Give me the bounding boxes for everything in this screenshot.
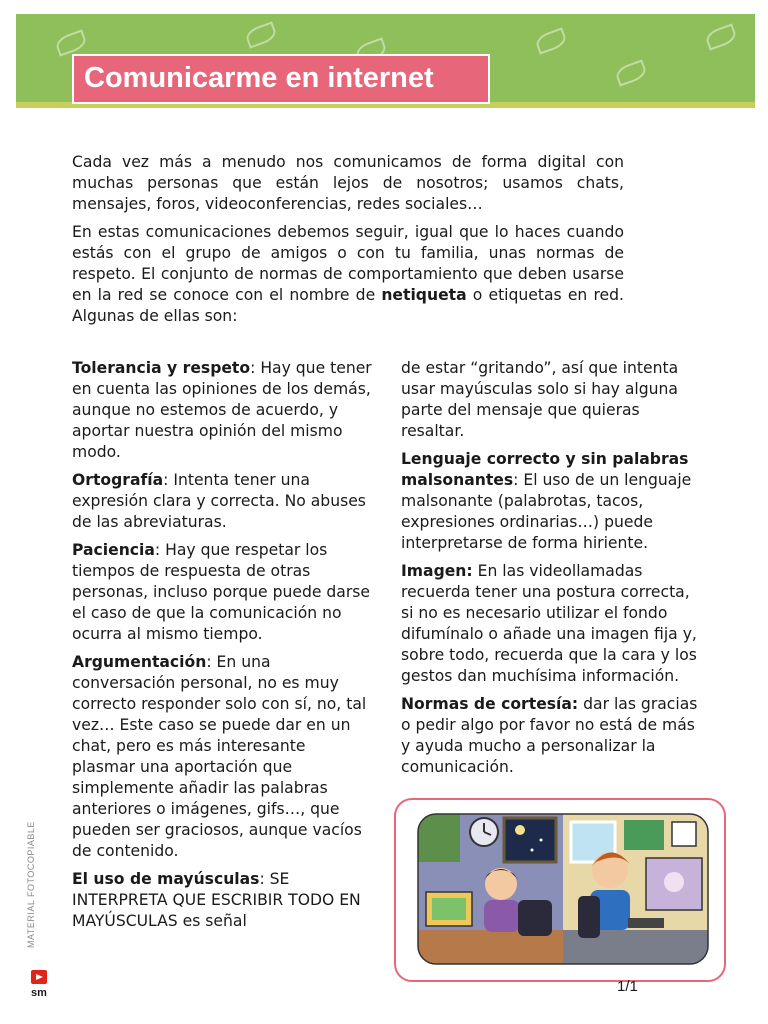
- leaf-decoration-icon: [244, 21, 278, 48]
- rule-text: : Hay que tener en cuenta las opiniones de los demás, aunque no estemos de acuerdo, y aportar nuestra opinión del mismo modo.: [72, 359, 372, 461]
- rule-lead: Ortografía: [72, 471, 164, 489]
- rule-text: En las videollamadas recuerda tener una postura correcta, si no es necesario utilizar el fondo difumínalo o añade una imagen fija y, sobre todo, recuerda que la cara y los gestos dan muchísima información.: [401, 562, 697, 685]
- rule-lead: Imagen:: [401, 562, 473, 580]
- illustration-frame: [394, 798, 726, 982]
- intro-text: En estas comunicaciones debemos seguir, igual que lo haces cuando estás con el grupo de amigos o con tu familia, unas normas de respeto. El conjunto de normas de comportamiento que deben usarse en la red se conoce con el nombre de: [72, 223, 624, 304]
- rule-lead: Argumentación: [72, 653, 207, 671]
- rule-text: : SE INTERPRETA QUE ESCRIBIR TODO EN MAYÚSCULAS es señal: [72, 870, 361, 930]
- intro-text: o etiquetas en red. Algunas de ellas son:: [72, 286, 624, 325]
- rule-lead: Lenguaje correcto y sin palabras malsonantes: [401, 450, 689, 489]
- rule-item: [401, 561, 707, 687]
- rule-item: [72, 358, 372, 463]
- rule-text: : En una conversación personal, no es muy correcto responder solo con sí, no, tal vez… Este caso se puede dar en un chat, pero es más interesante plasmar una aportación que simplemente añadir las palabras anteriores o imágenes, gifs…, que pueden ser graciosos, aunque vacíos de contenido.: [72, 653, 367, 860]
- rule-lead: El uso de mayúsculas: [72, 870, 260, 888]
- sm-logo-icon: [28, 970, 50, 998]
- page-number: 1/1: [617, 978, 638, 995]
- right-column: [401, 358, 707, 785]
- rule-text: : El uso de un lenguaje malsonante (palabrotas, tacos, expresiones ordinarias…) puede interpretarse de forma hiriente.: [401, 471, 692, 552]
- logo-text: sm: [31, 987, 47, 998]
- sm-logo: [28, 970, 50, 998]
- page-title: Comunicarme en internet: [84, 62, 434, 94]
- leaf-decoration-icon: [614, 59, 648, 86]
- netiqueta-term: netiqueta: [381, 286, 467, 304]
- leaf-decoration-icon: [704, 23, 738, 50]
- intro-paragraph-1: Cada vez más a menudo nos comunicamos de forma digital con muchas personas que están lejos de nosotros; usamos chats, mensajes, foros, videoconferencias, redes sociales…: [72, 153, 624, 213]
- rule-lead: Tolerancia y respeto: [72, 359, 251, 377]
- left-column: [72, 358, 372, 939]
- rule-text: : Hay que respetar los tiempos de respuesta de otras personas, incluso porque puede darse el caso de que la comunicación no ocurra al mismo tiempo.: [72, 541, 370, 643]
- intro-paragraph-2: [72, 222, 624, 327]
- rule-text: dar las gracias o pedir algo por favor no está de más y ayuda mucho a personalizar la comunicación.: [401, 695, 698, 776]
- leaf-decoration-icon: [534, 27, 568, 54]
- rule-item: [401, 449, 707, 554]
- side-label: MATERIAL FOTOCOPIABLE: [26, 821, 36, 948]
- rule-text: : Intenta tener una expresión clara y correcta. No abuses de las abreviaturas.: [72, 471, 366, 531]
- leaf-decoration-icon: [54, 29, 88, 56]
- videocall-illustration: [396, 800, 724, 980]
- rule-lead: Normas de cortesía:: [401, 695, 579, 713]
- title-box: [72, 54, 490, 104]
- rule-item: [401, 694, 707, 778]
- rule-item: [72, 869, 372, 932]
- continuation-text: de estar “gritando”, así que intenta usar mayúsculas solo si hay alguna parte del mensaje que quieras resaltar.: [401, 359, 679, 440]
- rule-lead: Paciencia: [72, 541, 155, 559]
- rule-item: [72, 540, 372, 645]
- rule-item: [72, 470, 372, 533]
- rule-item: [72, 652, 372, 862]
